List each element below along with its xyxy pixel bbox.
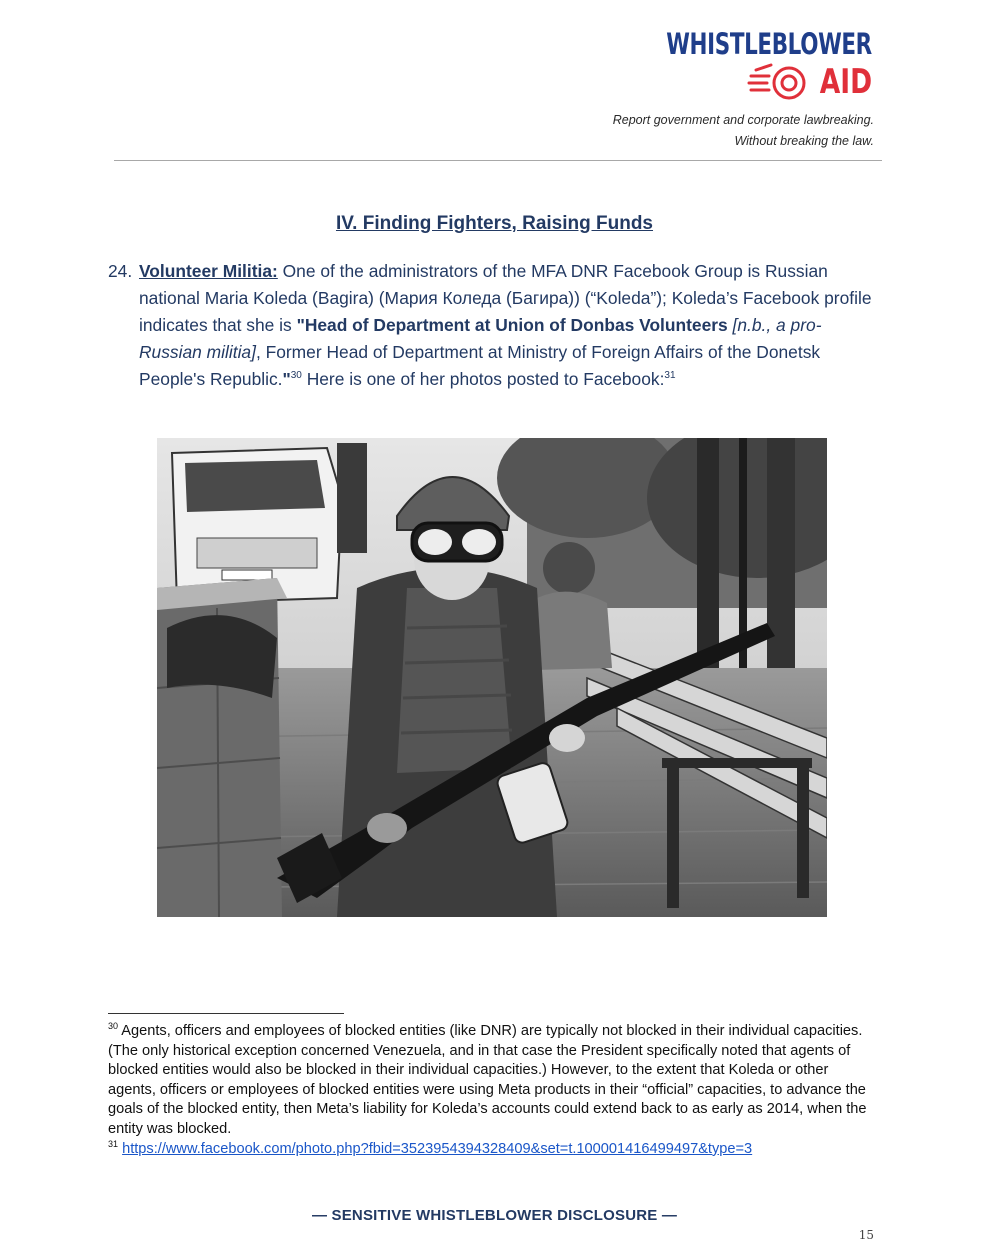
- quote-rest: , Former Head of Department at Ministry of Foreign Affairs of the Donetsk People's Republic.: [139, 342, 821, 389]
- header-divider: [114, 160, 882, 161]
- quote-italic-note: [n.b., a pro-Russian militia]: [139, 315, 822, 362]
- page-number: 15: [858, 1228, 874, 1242]
- logo-bottom-row: [594, 62, 872, 102]
- tagline-line-1: Report government and corporate lawbreaking.: [612, 113, 874, 127]
- quote-close: ": [282, 369, 291, 389]
- logo-wordmark-aid: AID: [819, 62, 872, 102]
- facebook-photo: [157, 438, 827, 917]
- footnote-30: [108, 1022, 878, 1140]
- quote-bold-text: Head of Department at Union of Donbas Volunteers: [304, 315, 728, 335]
- paragraph-lead-label: Volunteer Militia:: [139, 261, 278, 281]
- footnote-ref-31[interactable]: 31: [664, 370, 676, 382]
- footnote-31: [108, 1140, 878, 1160]
- tagline-line-2: Without breaking the law.: [734, 134, 874, 148]
- whistle-icon: [747, 62, 809, 102]
- footnote-ref-30[interactable]: 30: [290, 370, 302, 382]
- footnote-31-number: 31: [108, 1138, 119, 1149]
- footnote-30-number: 30: [108, 1021, 119, 1032]
- footnote-30-text: Agents, officers and employees of blocked entities (like DNR) are typically not blocked in their individual capacities. (The only historical exception concerned Venezuela, and in that case the President specifically noted that agents of blocked entities would also be blocked in their individual capacities.) However, to the extent that Koleda or other agents, officers or employees of blocked entities were using Meta products in their “official” capacities, to advance the goals of the blocked entity, then Meta’s liability for Koleda’s accounts could extend back to as early as 2014, when the entity was blocked.: [108, 1023, 867, 1137]
- footnotes: [108, 1022, 878, 1159]
- footnote-divider: [108, 1013, 344, 1014]
- paragraph-text-1: One of the administrators of the MFA DNR Facebook Group is Russian national Maria Koleda (Bagira) (Мария Коледа (Багира)) (“Koleda”); Koleda’s Facebook profile indicates that she is: [139, 261, 872, 335]
- footnote-31-link[interactable]: https://www.facebook.com/photo.php?fbid=3523954394328409&set=t.100001416499497&type=3: [122, 1140, 753, 1157]
- logo-tagline: [613, 110, 874, 152]
- section-heading: IV. Finding Fighters, Raising Funds: [335, 213, 654, 234]
- sensitive-disclosure-banner: — SENSITIVE WHISTLEBLOWER DISCLOSURE —: [311, 1207, 678, 1224]
- whistleblower-aid-logo: [594, 28, 872, 102]
- photo-illustration: [157, 438, 827, 917]
- paragraph-text-2: Here is one of her photos posted to Facebook:: [301, 369, 665, 389]
- paragraph-number: 24.: [108, 261, 133, 281]
- logo-wordmark-top: WHISTLEBLOWER: [666, 27, 872, 61]
- quote-open: ": [296, 315, 305, 335]
- paragraph-body: [139, 258, 878, 393]
- paragraph-24: [108, 258, 878, 393]
